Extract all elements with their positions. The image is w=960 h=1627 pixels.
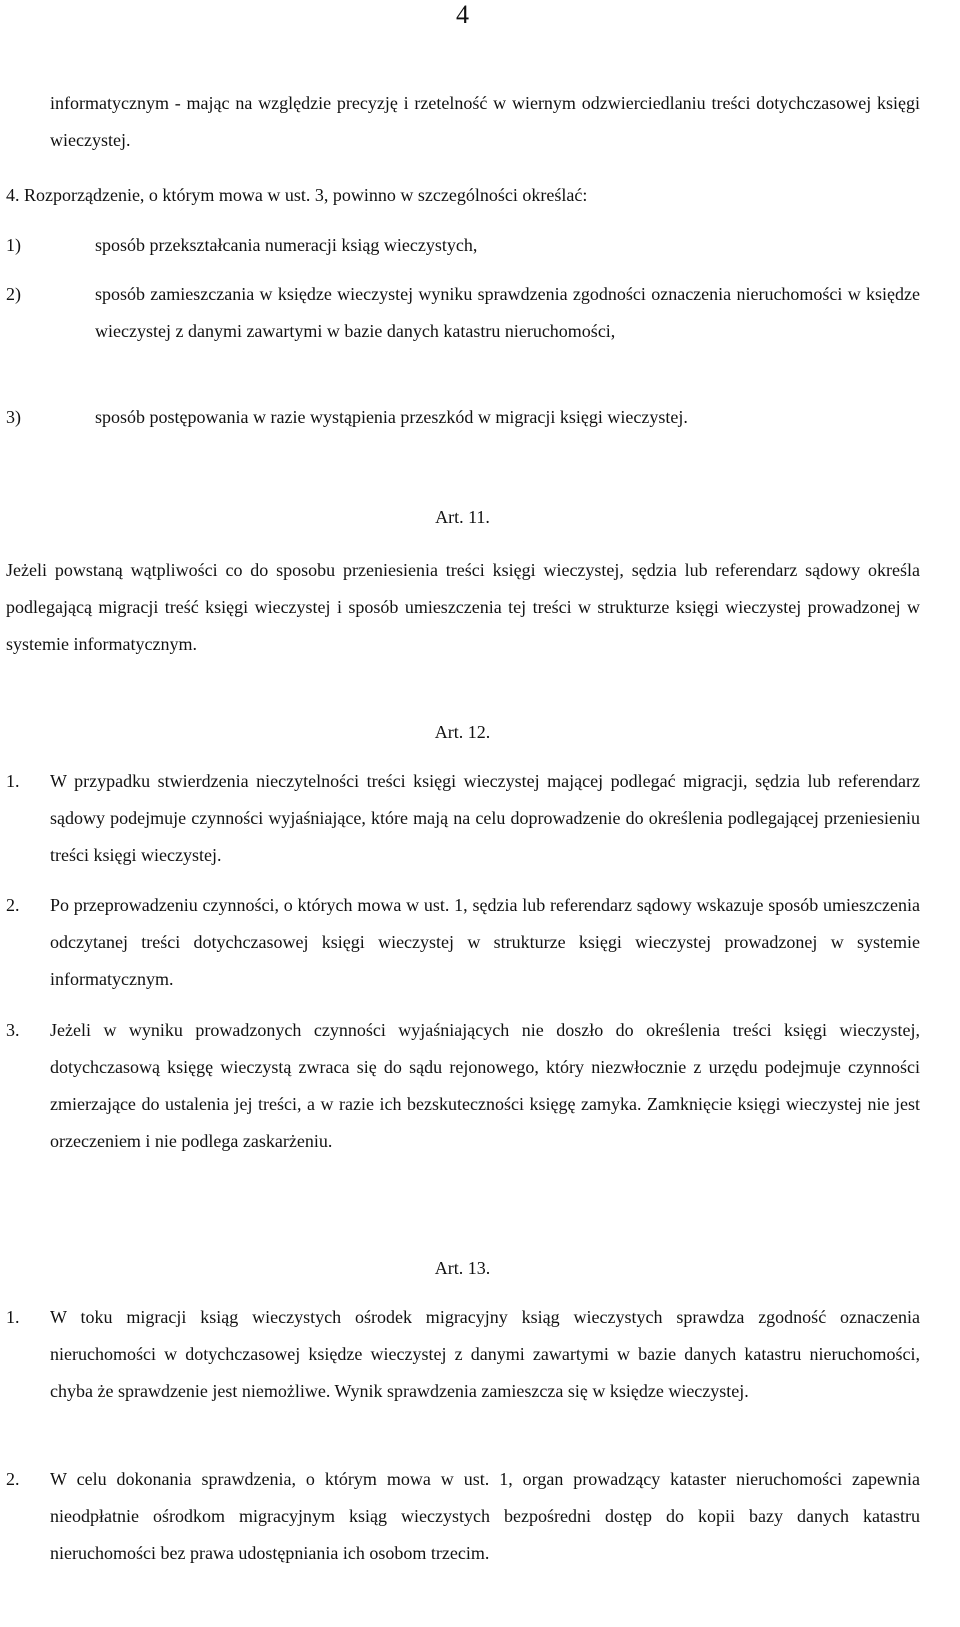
art-12-marker-1: 1. <box>6 771 20 791</box>
art-13-marker-1: 1. <box>6 1307 20 1327</box>
list-item-1: sposób przekształcania numeracji ksiąg wieczystych, <box>95 235 478 255</box>
point-4-paragraph: 4. Rozporządzenie, o którym mowa w ust. 3, powinno w szczególności określać: <box>6 185 588 205</box>
art-13-marker-2: 2. <box>6 1469 20 1489</box>
art-11-heading: Art. 11. <box>435 507 490 527</box>
art-13-item-1: W toku migracji ksiąg wieczystych ośrodek migracyjny ksiąg wieczystych sprawdza zgodność oznaczenia nieruchomości w dotychczasowej księdze wieczystej z danymi zawartymi w bazie danych katastru nieruchomości, chyba że sprawdzenie jest niemożliwe. Wynik sprawdzenia zamieszcza się w księdze wieczystej. <box>50 1307 920 1401</box>
art-12-heading: Art. 12. <box>434 722 491 742</box>
list-marker-1: 1) <box>6 235 21 255</box>
list-item-3: sposób postępowania w razie wystąpienia przeszkód w migracji księgi wieczystej. <box>95 407 688 427</box>
art-11-paragraph: Jeżeli powstaną wątpliwości co do sposobu przeniesienia treści księgi wieczystej, sędzia lub referendarz sądowy określa podlegającą migracji treść księgi wieczystej i sposób umieszczenia tej treści w strukturze księgi wieczystej prowadzonej w systemie informatycznym. <box>6 560 920 654</box>
art-12-item-1: W przypadku stwierdzenia nieczytelności treści księgi wieczystej mającej podlegać migracji, sędzia lub referendarz sądowy podejmuje czynności wyjaśniające, które mają na celu doprowadzenie do określenia podlegającej przeniesieniu treści księgi wieczystej. <box>50 771 920 865</box>
art-12-item-2: Po przeprowadzeniu czynności, o których mowa w ust. 1, sędzia lub referendarz sądowy wskazuje sposób umieszczenia odczytanej treści dotychczasowej księgi wieczystej w strukturze księgi wieczystej prowadzonej w systemie informatycznym. <box>50 895 920 989</box>
list-marker-2: 2) <box>6 284 21 304</box>
list-item-2: sposób zamieszczania w księdze wieczystej wyniku sprawdzenia zgodności oznaczenia nieruchomości w księdze wieczystej z danymi zawartymi w bazie danych katastru nieruchomości, <box>95 284 920 341</box>
art-12-marker-2: 2. <box>6 895 20 915</box>
art-13-item-2: W celu dokonania sprawdzenia, o którym mowa w ust. 1, organ prowadzący kataster nieruchomości zapewnia nieodpłatnie ośrodkom migracyjnym ksiąg wieczystych bezpośredni dostęp do kopii bazy danych katastru nieruchomości bez prawa udostępniania ich osobom trzecim. <box>50 1469 920 1563</box>
page-number: 4 <box>456 0 469 29</box>
art-12-item-3: Jeżeli w wyniku prowadzonych czynności wyjaśniających nie doszło do określenia treści księgi wieczystej, dotychczasową księgę wieczystą zwraca się do sądu rejonowego, który niezwłocznie z urzędu podejmuje czynności zmierzające do ustalenia jej treści, a w razie ich bezskuteczności księgę zamyka. Zamknięcie księgi wieczystej nie jest orzeczeniem i nie podlega zaskarżeniu. <box>50 1020 920 1151</box>
art-12-marker-3: 3. <box>6 1020 20 1040</box>
list-marker-3: 3) <box>6 407 21 427</box>
art-13-heading: Art. 13. <box>434 1258 491 1278</box>
continuation-paragraph: informatycznym - mając na względzie precyzję i rzetelność w wiernym odzwierciedlaniu treści dotychczasowej księgi wieczystej. <box>50 93 920 150</box>
